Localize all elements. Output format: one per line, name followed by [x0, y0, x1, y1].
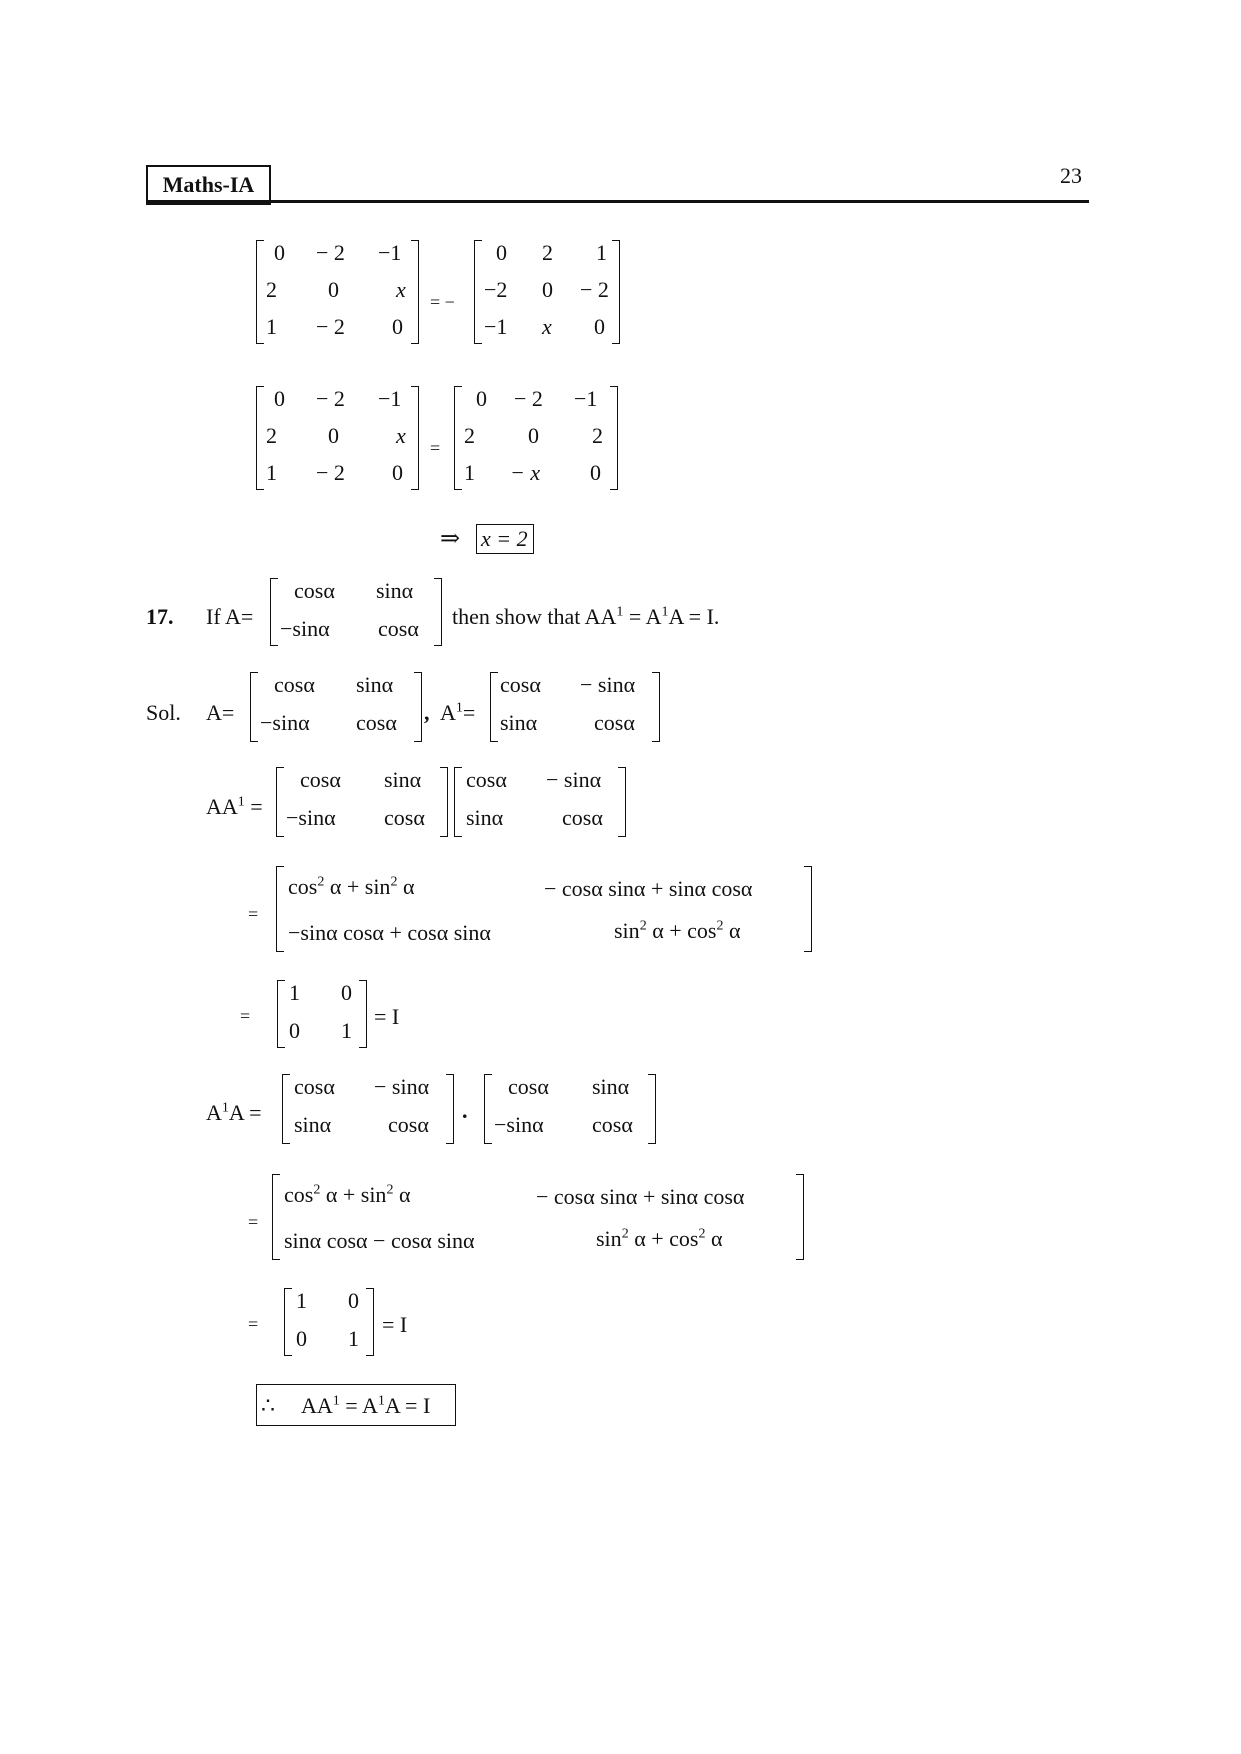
aa1-matrix-a [276, 767, 448, 837]
question-text: then show that $AA^1 = A^1A = I$. [452, 604, 720, 629]
matrix-cell: 0 [542, 277, 553, 302]
aa1-matrix-transpose [454, 767, 626, 837]
equals-identity: = I [382, 1312, 408, 1337]
matrix-cell: cosα [300, 767, 341, 792]
matrix-cell: sinα [592, 1074, 630, 1099]
matrix-cell: cosα [466, 767, 507, 792]
subject-title: Maths-IA [146, 165, 271, 205]
solution-label: Sol. [146, 700, 181, 725]
implies-arrow: ⇒ [440, 526, 461, 552]
matrix-cell: − sinα [374, 1074, 430, 1099]
matrix-cell: 0 [274, 386, 285, 411]
matrix-cell: cosα [592, 1112, 633, 1137]
matrix-cell: − 2 [514, 386, 543, 411]
matrix-cell: −1 [378, 240, 402, 265]
matrix-cell: 1 [341, 1018, 352, 1043]
identity-matrix [277, 980, 367, 1048]
transpose-matrix [490, 672, 660, 742]
step1-rhs-matrix [474, 240, 620, 344]
matrix-cell: cosα [274, 672, 315, 697]
comma: , [424, 700, 430, 725]
matrix-cell: 0 [296, 1326, 307, 1351]
matrix-cell: 0 [496, 240, 507, 265]
matrix-cell: $\cos^2 \alpha + \sin^2 \alpha$ [288, 874, 415, 899]
matrix-cell: 0 [348, 1288, 359, 1313]
matrix-cell: cosα [508, 1074, 549, 1099]
matrix-cell: 0 [476, 386, 487, 411]
matrix-cell: 0 [392, 314, 403, 339]
matrix-cell: −1 [574, 386, 598, 411]
matrix-cell: − cosα sinα + sinα cosα [544, 876, 753, 901]
matrix-cell: − 2 [316, 240, 345, 265]
matrix-cell: − 2 [580, 277, 609, 302]
product2-matrix [272, 1174, 804, 1260]
matrix-cell: − x [510, 460, 541, 485]
matrix-cell: 1 [289, 980, 300, 1005]
matrix-cell: x [396, 423, 406, 448]
equals-sign: = [248, 1212, 259, 1232]
matrix-cell: 1 [266, 314, 277, 339]
matrix-cell: x [396, 277, 406, 302]
matrix-cell: 0 [328, 423, 339, 448]
question-number: 17. [146, 604, 174, 629]
matrix-cell: −1 [378, 386, 402, 411]
matrix-cell: $\sin^2 \alpha + \cos^2 \alpha$ [614, 918, 741, 943]
matrix-cell: cosα [294, 578, 335, 603]
matrix-cell: 2 [592, 423, 603, 448]
matrix-cell: sinα [500, 710, 538, 735]
conclusion-text: $AA^1 = A^1A = I$ [301, 1393, 431, 1418]
matrix-cell: $\cos^2 \alpha + \sin^2 \alpha$ [284, 1182, 411, 1207]
matrix-cell: cosα [562, 805, 603, 830]
page-number: 23 [1060, 163, 1082, 188]
matrix-cell: sinα [294, 1112, 332, 1137]
matrix-cell: cosα [356, 710, 397, 735]
matrix-cell: −sinα cosα + cosα sinα [288, 920, 491, 945]
matrix-cell: − cosα sinα + sinα cosα [536, 1184, 745, 1209]
answer-text: x = 2 [481, 526, 528, 551]
step2-rhs-matrix [454, 386, 618, 490]
matrix-cell: − 2 [316, 386, 345, 411]
matrix-cell: − sinα [546, 767, 602, 792]
matrix-cell: 1 [464, 460, 475, 485]
matrix-cell: cosα [384, 805, 425, 830]
matrix-cell: cosα [500, 672, 541, 697]
a-label: A= [206, 700, 235, 725]
dot-operator: . [462, 1098, 468, 1123]
matrix-cell: 2 [266, 423, 277, 448]
matrix-cell: cosα [294, 1074, 335, 1099]
matrix-cell: 1 [596, 240, 607, 265]
matrix-cell: 1 [348, 1326, 359, 1351]
matrix-cell: cosα [594, 710, 635, 735]
matrix-cell: x [542, 314, 552, 339]
matrix-cell: sinα [384, 767, 422, 792]
matrix-cell: 0 [528, 423, 539, 448]
answer-box [476, 524, 534, 554]
a1a-label: $A^1A$ = [206, 1100, 262, 1125]
matrix-cell: 2 [542, 240, 553, 265]
matrix-cell: −sinα [494, 1112, 544, 1137]
matrix-cell: 0 [590, 460, 601, 485]
transpose-label: $A^1=$ [440, 700, 476, 725]
matrix-cell: sinα [466, 805, 504, 830]
matrix-cell: − sinα [580, 672, 636, 697]
equals-sign: = [240, 1006, 251, 1026]
conclusion-box [256, 1384, 456, 1426]
matrix-cell: 1 [266, 460, 277, 485]
a1a-matrix-transpose [282, 1074, 454, 1144]
matrix-cell: 0 [594, 314, 605, 339]
aa1-label: $AA^1$ = [206, 794, 263, 819]
matrix-cell: − 2 [316, 314, 345, 339]
a1a-matrix-a [484, 1074, 656, 1144]
matrix-cell: 0 [392, 460, 403, 485]
therefore-symbol: ∴ [261, 1393, 275, 1418]
matrix-cell: $\sin^2 \alpha + \cos^2 \alpha$ [596, 1226, 723, 1251]
matrix-cell: − 2 [316, 460, 345, 485]
matrix-cell: 0 [341, 980, 352, 1005]
matrix-cell: cosα [378, 616, 419, 641]
matrix-cell: sinα [376, 578, 414, 603]
step1-lhs-matrix [256, 240, 419, 344]
identity-matrix [284, 1288, 374, 1356]
matrix-cell: 2 [266, 277, 277, 302]
question-matrix [270, 578, 442, 646]
matrix-cell: −1 [484, 314, 508, 339]
step2-lhs-matrix [256, 386, 419, 490]
equals-sign: = [248, 904, 259, 924]
product1-matrix [276, 866, 812, 952]
equals-identity: = I [374, 1004, 400, 1029]
matrix-cell: 0 [328, 277, 339, 302]
equals-sign: = [248, 1314, 259, 1334]
matrix-cell: −2 [484, 277, 508, 302]
matrix-cell: 0 [274, 240, 285, 265]
matrix-cell: −sinα [286, 805, 336, 830]
matrix-cell: −sinα [260, 710, 310, 735]
matrix-cell: 0 [289, 1018, 300, 1043]
matrix-cell: 1 [296, 1288, 307, 1313]
a-matrix [250, 672, 422, 742]
matrix-cell: sinα cosα − cosα sinα [284, 1228, 475, 1253]
question-prefix: If A= [206, 604, 254, 629]
matrix-cell: 2 [464, 423, 475, 448]
equals-sign: = [430, 438, 441, 458]
matrix-cell: −sinα [280, 616, 330, 641]
matrix-cell: cosα [388, 1112, 429, 1137]
equals-minus: = − [430, 292, 455, 312]
header-rule [146, 200, 1089, 203]
matrix-cell: sinα [356, 672, 394, 697]
